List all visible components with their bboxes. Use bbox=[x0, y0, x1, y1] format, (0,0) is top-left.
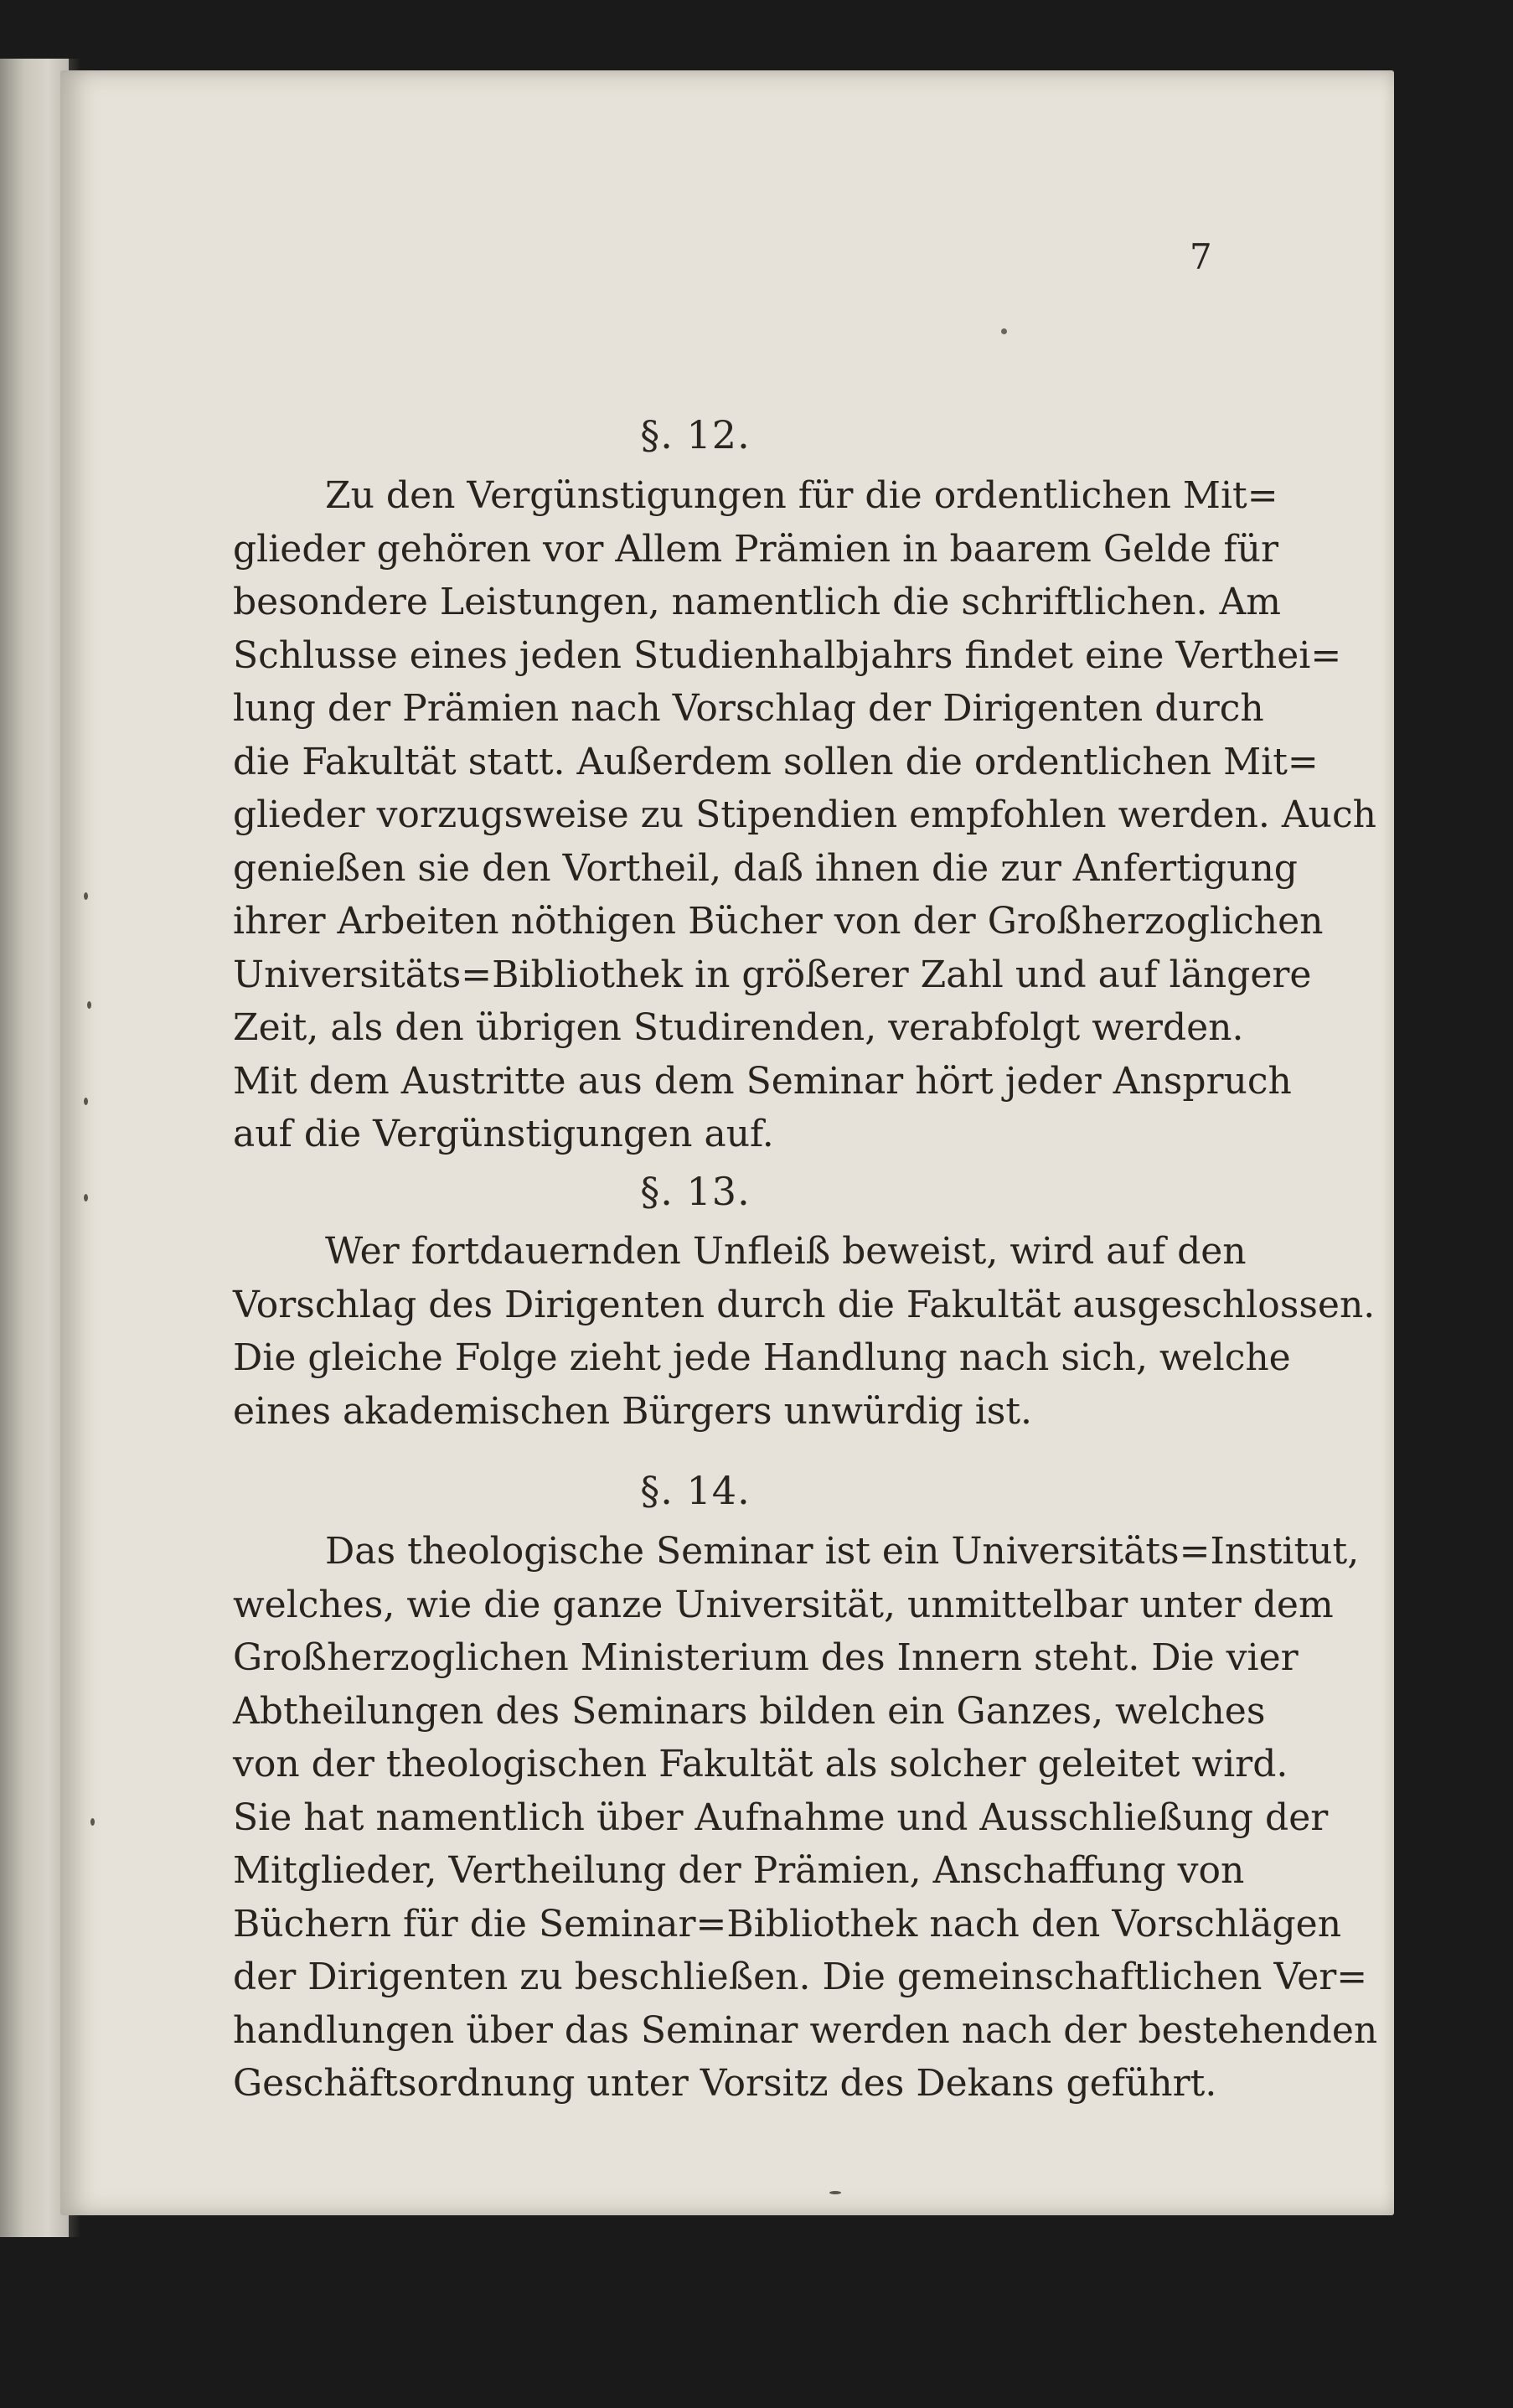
section-12-text bbox=[233, 469, 1376, 1161]
paper-speck bbox=[90, 1818, 95, 1826]
page-number: 7 bbox=[1190, 236, 1212, 277]
text-line: Zeit, als den übrigen Studirenden, verabfolgt werden. bbox=[233, 1006, 1244, 1049]
text-line: Schlusse eines jeden Studienhalbjahrs findet eine Verthei= bbox=[233, 633, 1342, 677]
text-line: Büchern für die Seminar=Bibliothek nach den Vorschlägen bbox=[233, 1902, 1342, 1946]
text-line: auf die Vergünstigungen auf. bbox=[233, 1113, 774, 1155]
text-line: Großherzoglichen Ministerium des Innern steht. Die vier bbox=[233, 1636, 1299, 1679]
section-13-text bbox=[233, 1225, 1376, 1438]
text-line: Vorschlag des Dirigenten durch die Fakultät ausgeschlossen. bbox=[233, 1283, 1376, 1326]
text-line: besondere Leistungen, namentlich die schriftlichen. Am bbox=[233, 581, 1281, 623]
paper-speck bbox=[84, 892, 88, 900]
text-line: der Dirigenten zu beschließen. Die gemeinschaftlichen Ver= bbox=[233, 1956, 1368, 1998]
text-line: Zu den Vergünstigungen für die ordentlichen Mit= bbox=[325, 474, 1278, 517]
text-line: Die gleiche Folge zieht jede Handlung nach sich, welche bbox=[233, 1336, 1291, 1379]
text-line: glieder vorzugsweise zu Stipendien empfohlen werden. Auch bbox=[233, 793, 1376, 836]
section-heading-12: §. 12. bbox=[640, 412, 751, 457]
paper-speck bbox=[829, 2191, 841, 2194]
section-heading-13: §. 13. bbox=[640, 1169, 751, 1214]
text-line: Das theologische Seminar ist ein Universitäts=Institut, bbox=[325, 1530, 1360, 1573]
text-line: glieder gehören vor Allem Prämien in baarem Gelde für bbox=[233, 527, 1278, 571]
text-line: ihrer Arbeiten nöthigen Bücher von der Großherzoglichen bbox=[233, 900, 1324, 943]
ink-dot bbox=[1001, 328, 1007, 334]
left-page-edge bbox=[0, 59, 69, 2237]
text-line: Abtheilungen des Seminars bilden ein Ganzes, welches bbox=[233, 1689, 1266, 1733]
text-line: Mit dem Austritte aus dem Seminar hört jeder Anspruch bbox=[233, 1059, 1292, 1103]
section-14-text bbox=[233, 1525, 1378, 2111]
text-line: genießen sie den Vortheil, daß ihnen die zur Anfertigung bbox=[233, 846, 1298, 890]
text-line: die Fakultät statt. Außerdem sollen die ordentlichen Mit= bbox=[233, 740, 1319, 783]
text-line: Mitglieder, Vertheilung der Prämien, Anschaffung von bbox=[233, 1849, 1245, 1892]
text-line: handlungen über das Seminar werden nach der bestehenden bbox=[233, 2008, 1378, 2052]
text-line: Universitäts=Bibliothek in größerer Zahl und auf längere bbox=[233, 953, 1312, 996]
text-line: von der theologischen Fakultät als solcher geleitet wird. bbox=[233, 1743, 1288, 1785]
text-line: welches, wie die ganze Universität, unmittelbar unter dem bbox=[233, 1583, 1334, 1626]
section-heading-14: §. 14. bbox=[640, 1468, 751, 1513]
paper-speck bbox=[84, 1098, 88, 1105]
paper-speck bbox=[87, 1001, 91, 1009]
paper-speck bbox=[84, 1194, 88, 1201]
text-line: eines akademischen Bürgers unwürdig ist. bbox=[233, 1389, 1033, 1433]
text-line: Geschäftsordnung unter Vorsitz des Dekans geführt. bbox=[233, 2062, 1217, 2105]
text-line: Sie hat namentlich über Aufnahme und Ausschließung der bbox=[233, 1796, 1329, 1839]
text-line: Wer fortdauernden Unfleiß beweist, wird auf den bbox=[325, 1230, 1247, 1273]
text-line: lung der Prämien nach Vorschlag der Dirigenten durch bbox=[233, 687, 1264, 730]
